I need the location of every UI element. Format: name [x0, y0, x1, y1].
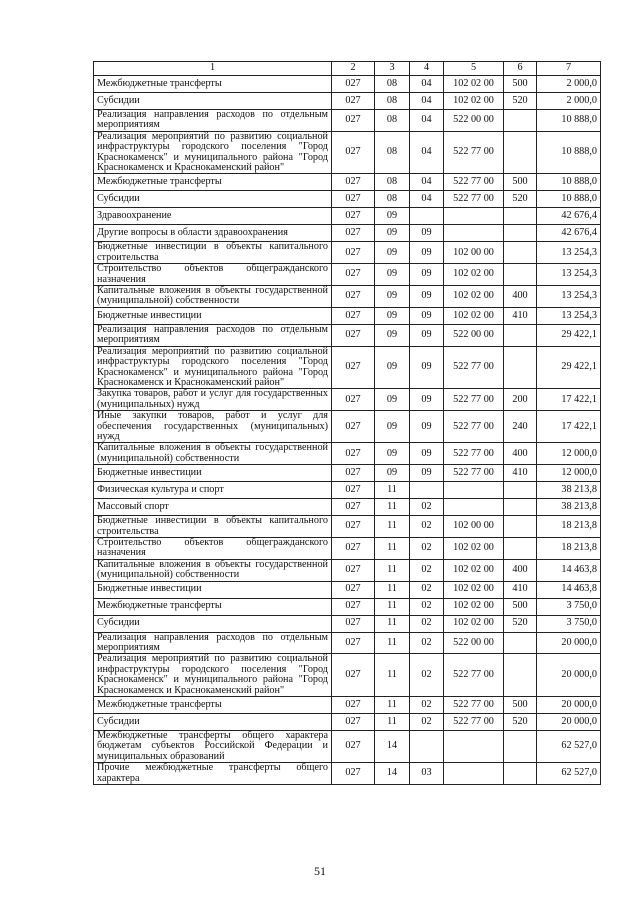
- target-article-code-cell: 522 77 00: [444, 654, 504, 697]
- item-name-cell: Межбюджетные трансферты: [94, 697, 332, 714]
- ministry-code-cell: 027: [332, 763, 375, 785]
- amount-cell: 17 422,1: [537, 411, 601, 443]
- table-row: [94, 632, 601, 654]
- ministry-code-cell: 027: [332, 242, 375, 264]
- subsection-code-cell: 04: [410, 131, 444, 174]
- item-name-cell: Субсидии: [94, 615, 332, 632]
- expense-type-code-cell: [504, 264, 537, 286]
- ministry-code-cell: 027: [332, 499, 375, 516]
- section-code-cell: 11: [375, 581, 410, 598]
- amount-cell: 62 527,0: [537, 763, 601, 785]
- column-header: 2: [332, 62, 375, 76]
- subsection-code-cell: 09: [410, 389, 444, 411]
- section-code-cell: 11: [375, 632, 410, 654]
- section-code-cell: 11: [375, 654, 410, 697]
- amount-cell: 3 750,0: [537, 598, 601, 615]
- target-article-code-cell: 522 77 00: [444, 697, 504, 714]
- table-row: [94, 324, 601, 346]
- section-code-cell: 08: [375, 131, 410, 174]
- subsection-code-cell: 02: [410, 654, 444, 697]
- item-name-cell: Капитальные вложения в объекты государственной (муниципальной) собственности: [94, 559, 332, 581]
- section-code-cell: 09: [375, 307, 410, 324]
- target-article-code-cell: 102 02 00: [444, 76, 504, 93]
- expense-type-code-cell: 500: [504, 174, 537, 191]
- ministry-code-cell: 027: [332, 286, 375, 308]
- column-header: 3: [375, 62, 410, 76]
- table-row: [94, 264, 601, 286]
- ministry-code-cell: 027: [332, 615, 375, 632]
- item-name-cell: Межбюджетные трансферты: [94, 598, 332, 615]
- amount-cell: 18 213,8: [537, 516, 601, 538]
- amount-cell: 29 422,1: [537, 324, 601, 346]
- ministry-code-cell: 027: [332, 697, 375, 714]
- ministry-code-cell: 027: [332, 208, 375, 225]
- table-row: [94, 482, 601, 499]
- table-row: [94, 499, 601, 516]
- item-name-cell: Бюджетные инвестиции: [94, 307, 332, 324]
- target-article-code-cell: [444, 482, 504, 499]
- target-article-code-cell: 102 02 00: [444, 537, 504, 559]
- subsection-code-cell: 02: [410, 559, 444, 581]
- section-code-cell: 08: [375, 110, 410, 132]
- section-code-cell: 11: [375, 516, 410, 538]
- target-article-code-cell: [444, 499, 504, 516]
- ministry-code-cell: 027: [332, 443, 375, 465]
- expense-type-code-cell: 410: [504, 465, 537, 482]
- table-row: [94, 654, 601, 697]
- page-number: 51: [314, 864, 326, 878]
- expense-type-code-cell: [504, 482, 537, 499]
- item-name-cell: Прочие межбюджетные трансферты общего характера: [94, 763, 332, 785]
- target-article-code-cell: 522 77 00: [444, 411, 504, 443]
- ministry-code-cell: 027: [332, 731, 375, 763]
- section-code-cell: 09: [375, 225, 410, 242]
- section-code-cell: 09: [375, 324, 410, 346]
- expense-type-code-cell: [504, 242, 537, 264]
- amount-cell: 2 000,0: [537, 76, 601, 93]
- target-article-code-cell: [444, 763, 504, 785]
- table-row: [94, 174, 601, 191]
- section-code-cell: 11: [375, 499, 410, 516]
- subsection-code-cell: 02: [410, 537, 444, 559]
- subsection-code-cell: 09: [410, 443, 444, 465]
- item-name-cell: Реализация направления расходов по отдельным мероприятиям: [94, 110, 332, 132]
- item-name-cell: Другие вопросы в области здравоохранения: [94, 225, 332, 242]
- table-row: [94, 697, 601, 714]
- expense-type-code-cell: 410: [504, 581, 537, 598]
- amount-cell: 42 676,4: [537, 208, 601, 225]
- target-article-code-cell: 522 77 00: [444, 191, 504, 208]
- ministry-code-cell: 027: [332, 76, 375, 93]
- section-code-cell: 09: [375, 286, 410, 308]
- subsection-code-cell: 09: [410, 264, 444, 286]
- item-name-cell: Межбюджетные трансферты общего характера бюджетам субъектов Российской Федерации и муниципальных образований: [94, 731, 332, 763]
- amount-cell: 14 463,8: [537, 581, 601, 598]
- column-header: 7: [537, 62, 601, 76]
- expense-type-code-cell: [504, 110, 537, 132]
- table-row: [94, 307, 601, 324]
- ministry-code-cell: 027: [332, 411, 375, 443]
- table-row: [94, 615, 601, 632]
- target-article-code-cell: 522 00 00: [444, 324, 504, 346]
- expense-type-code-cell: 200: [504, 389, 537, 411]
- table-row: [94, 465, 601, 482]
- header-row: [94, 62, 601, 76]
- expense-type-code-cell: 520: [504, 191, 537, 208]
- table-row: [94, 76, 601, 93]
- ministry-code-cell: 027: [332, 264, 375, 286]
- expense-type-code-cell: 400: [504, 443, 537, 465]
- section-code-cell: 14: [375, 763, 410, 785]
- ministry-code-cell: 027: [332, 537, 375, 559]
- subsection-code-cell: 09: [410, 286, 444, 308]
- subsection-code-cell: 04: [410, 110, 444, 132]
- expense-type-code-cell: 500: [504, 598, 537, 615]
- table-row: [94, 443, 601, 465]
- item-name-cell: Субсидии: [94, 93, 332, 110]
- item-name-cell: Бюджетные инвестиции: [94, 581, 332, 598]
- ministry-code-cell: 027: [332, 632, 375, 654]
- subsection-code-cell: 03: [410, 763, 444, 785]
- table-body: [94, 62, 601, 785]
- target-article-code-cell: 102 02 00: [444, 286, 504, 308]
- section-code-cell: 11: [375, 559, 410, 581]
- ministry-code-cell: 027: [332, 516, 375, 538]
- section-code-cell: 09: [375, 264, 410, 286]
- section-code-cell: 09: [375, 411, 410, 443]
- item-name-cell: Физическая культура и спорт: [94, 482, 332, 499]
- ministry-code-cell: 027: [332, 559, 375, 581]
- column-header: 4: [410, 62, 444, 76]
- expense-type-code-cell: [504, 537, 537, 559]
- ministry-code-cell: 027: [332, 93, 375, 110]
- expense-type-code-cell: 500: [504, 76, 537, 93]
- ministry-code-cell: 027: [332, 598, 375, 615]
- target-article-code-cell: 102 00 00: [444, 516, 504, 538]
- expense-type-code-cell: 500: [504, 697, 537, 714]
- expense-type-code-cell: [504, 324, 537, 346]
- subsection-code-cell: 02: [410, 581, 444, 598]
- column-header: 1: [94, 62, 332, 76]
- amount-cell: 13 254,3: [537, 286, 601, 308]
- amount-cell: 20 000,0: [537, 714, 601, 731]
- section-code-cell: 14: [375, 731, 410, 763]
- table-row: [94, 411, 601, 443]
- ministry-code-cell: 027: [332, 714, 375, 731]
- expense-type-code-cell: 520: [504, 93, 537, 110]
- item-name-cell: Здравоохранение: [94, 208, 332, 225]
- item-name-cell: Капитальные вложения в объекты государственной (муниципальной) собственности: [94, 286, 332, 308]
- item-name-cell: Иные закупки товаров, работ и услуг для обеспечения государственных (муниципальных) нужд: [94, 411, 332, 443]
- section-code-cell: 09: [375, 389, 410, 411]
- section-code-cell: 09: [375, 242, 410, 264]
- subsection-code-cell: 09: [410, 346, 444, 389]
- subsection-code-cell: 09: [410, 411, 444, 443]
- target-article-code-cell: 102 02 00: [444, 93, 504, 110]
- amount-cell: 18 213,8: [537, 537, 601, 559]
- amount-cell: 14 463,8: [537, 559, 601, 581]
- amount-cell: 2 000,0: [537, 93, 601, 110]
- amount-cell: 42 676,4: [537, 225, 601, 242]
- budget-table: [93, 61, 601, 785]
- amount-cell: 12 000,0: [537, 465, 601, 482]
- section-code-cell: 08: [375, 191, 410, 208]
- expense-type-code-cell: [504, 516, 537, 538]
- table-row: [94, 225, 601, 242]
- ministry-code-cell: 027: [332, 131, 375, 174]
- ministry-code-cell: 027: [332, 191, 375, 208]
- table-row: [94, 516, 601, 538]
- ministry-code-cell: 027: [332, 324, 375, 346]
- table-row: [94, 537, 601, 559]
- item-name-cell: Бюджетные инвестиции в объекты капитального строительства: [94, 242, 332, 264]
- subsection-code-cell: [410, 731, 444, 763]
- amount-cell: 10 888,0: [537, 191, 601, 208]
- expense-type-code-cell: [504, 499, 537, 516]
- target-article-code-cell: 522 77 00: [444, 443, 504, 465]
- section-code-cell: 09: [375, 208, 410, 225]
- ministry-code-cell: 027: [332, 389, 375, 411]
- item-name-cell: Субсидии: [94, 714, 332, 731]
- amount-cell: 20 000,0: [537, 632, 601, 654]
- section-code-cell: 11: [375, 482, 410, 499]
- item-name-cell: Реализация мероприятий по развитию социальной инфраструктуры городского поселения "Город Краснокаменск" и муниципального района "Город Краснокаменск и Краснокаменский район": [94, 131, 332, 174]
- ministry-code-cell: 027: [332, 307, 375, 324]
- amount-cell: 12 000,0: [537, 443, 601, 465]
- item-name-cell: Межбюджетные трансферты: [94, 174, 332, 191]
- expense-type-code-cell: 400: [504, 559, 537, 581]
- table-row: [94, 731, 601, 763]
- item-name-cell: Строительство объектов общегражданского назначения: [94, 264, 332, 286]
- amount-cell: 13 254,3: [537, 264, 601, 286]
- amount-cell: 38 213,8: [537, 499, 601, 516]
- target-article-code-cell: 522 00 00: [444, 110, 504, 132]
- subsection-code-cell: [410, 482, 444, 499]
- amount-cell: 10 888,0: [537, 174, 601, 191]
- table-row: [94, 581, 601, 598]
- subsection-code-cell: 02: [410, 499, 444, 516]
- subsection-code-cell: 04: [410, 174, 444, 191]
- ministry-code-cell: 027: [332, 174, 375, 191]
- item-name-cell: Реализация направления расходов по отдельным мероприятиям: [94, 324, 332, 346]
- section-code-cell: 11: [375, 537, 410, 559]
- section-code-cell: 09: [375, 443, 410, 465]
- item-name-cell: Бюджетные инвестиции в объекты капитального строительства: [94, 516, 332, 538]
- subsection-code-cell: 09: [410, 242, 444, 264]
- table-row: [94, 93, 601, 110]
- subsection-code-cell: 02: [410, 516, 444, 538]
- section-code-cell: 11: [375, 714, 410, 731]
- expense-type-code-cell: [504, 225, 537, 242]
- subsection-code-cell: 09: [410, 225, 444, 242]
- subsection-code-cell: [410, 208, 444, 225]
- amount-cell: 13 254,3: [537, 307, 601, 324]
- expense-type-code-cell: 240: [504, 411, 537, 443]
- section-code-cell: 08: [375, 174, 410, 191]
- ministry-code-cell: 027: [332, 465, 375, 482]
- table-row: [94, 208, 601, 225]
- amount-cell: 29 422,1: [537, 346, 601, 389]
- amount-cell: 10 888,0: [537, 131, 601, 174]
- amount-cell: 62 527,0: [537, 731, 601, 763]
- target-article-code-cell: 102 02 00: [444, 598, 504, 615]
- target-article-code-cell: 522 77 00: [444, 714, 504, 731]
- item-name-cell: Массовый спорт: [94, 499, 332, 516]
- amount-cell: 38 213,8: [537, 482, 601, 499]
- item-name-cell: Субсидии: [94, 191, 332, 208]
- target-article-code-cell: 102 02 00: [444, 615, 504, 632]
- target-article-code-cell: 102 02 00: [444, 264, 504, 286]
- target-article-code-cell: 522 77 00: [444, 465, 504, 482]
- expense-type-code-cell: 520: [504, 714, 537, 731]
- subsection-code-cell: 02: [410, 714, 444, 731]
- target-article-code-cell: [444, 225, 504, 242]
- subsection-code-cell: 02: [410, 615, 444, 632]
- subsection-code-cell: 02: [410, 598, 444, 615]
- table-row: [94, 191, 601, 208]
- target-article-code-cell: 102 02 00: [444, 581, 504, 598]
- ministry-code-cell: 027: [332, 110, 375, 132]
- target-article-code-cell: 522 77 00: [444, 131, 504, 174]
- table-row: [94, 559, 601, 581]
- amount-cell: 3 750,0: [537, 615, 601, 632]
- target-article-code-cell: 522 77 00: [444, 174, 504, 191]
- section-code-cell: 09: [375, 465, 410, 482]
- ministry-code-cell: 027: [332, 654, 375, 697]
- expense-type-code-cell: 520: [504, 615, 537, 632]
- section-code-cell: 11: [375, 697, 410, 714]
- target-article-code-cell: 522 00 00: [444, 632, 504, 654]
- subsection-code-cell: 04: [410, 93, 444, 110]
- ministry-code-cell: 027: [332, 581, 375, 598]
- section-code-cell: 08: [375, 76, 410, 93]
- table-row: [94, 714, 601, 731]
- target-article-code-cell: [444, 731, 504, 763]
- table-row: [94, 242, 601, 264]
- section-code-cell: 11: [375, 615, 410, 632]
- ministry-code-cell: 027: [332, 225, 375, 242]
- column-header: 6: [504, 62, 537, 76]
- section-code-cell: 11: [375, 598, 410, 615]
- amount-cell: 13 254,3: [537, 242, 601, 264]
- subsection-code-cell: 09: [410, 307, 444, 324]
- amount-cell: 17 422,1: [537, 389, 601, 411]
- expense-type-code-cell: [504, 346, 537, 389]
- subsection-code-cell: 09: [410, 465, 444, 482]
- section-code-cell: 08: [375, 93, 410, 110]
- subsection-code-cell: 02: [410, 632, 444, 654]
- table-row: [94, 763, 601, 785]
- table-row: [94, 346, 601, 389]
- amount-cell: 10 888,0: [537, 110, 601, 132]
- table-row: [94, 131, 601, 174]
- expense-type-code-cell: [504, 763, 537, 785]
- column-header: 5: [444, 62, 504, 76]
- expense-type-code-cell: 400: [504, 286, 537, 308]
- table-row: [94, 389, 601, 411]
- amount-cell: 20 000,0: [537, 654, 601, 697]
- target-article-code-cell: [444, 208, 504, 225]
- target-article-code-cell: 522 77 00: [444, 389, 504, 411]
- ministry-code-cell: 027: [332, 346, 375, 389]
- target-article-code-cell: 102 02 00: [444, 307, 504, 324]
- table-row: [94, 110, 601, 132]
- target-article-code-cell: 102 00 00: [444, 242, 504, 264]
- subsection-code-cell: 04: [410, 191, 444, 208]
- expense-type-code-cell: [504, 131, 537, 174]
- item-name-cell: Строительство объектов общегражданского назначения: [94, 537, 332, 559]
- item-name-cell: Реализация направления расходов по отдельным мероприятиям: [94, 632, 332, 654]
- target-article-code-cell: 522 77 00: [444, 346, 504, 389]
- ministry-code-cell: 027: [332, 482, 375, 499]
- expense-type-code-cell: [504, 654, 537, 697]
- expense-type-code-cell: [504, 208, 537, 225]
- target-article-code-cell: 102 02 00: [444, 559, 504, 581]
- item-name-cell: Реализация мероприятий по развитию социальной инфраструктуры городского поселения "Город Краснокаменск" и муниципального района "Город Краснокаменск и Краснокаменский район": [94, 654, 332, 697]
- item-name-cell: Реализация мероприятий по развитию социальной инфраструктуры городского поселения "Город Краснокаменск" и муниципального района "Город Краснокаменск и Краснокаменский район": [94, 346, 332, 389]
- subsection-code-cell: 02: [410, 697, 444, 714]
- item-name-cell: Закупка товаров, работ и услуг для государственных (муниципальных) нужд: [94, 389, 332, 411]
- expense-type-code-cell: [504, 731, 537, 763]
- item-name-cell: Межбюджетные трансферты: [94, 76, 332, 93]
- subsection-code-cell: 04: [410, 76, 444, 93]
- amount-cell: 20 000,0: [537, 697, 601, 714]
- subsection-code-cell: 09: [410, 324, 444, 346]
- table-row: [94, 598, 601, 615]
- item-name-cell: Капитальные вложения в объекты государственной (муниципальной) собственности: [94, 443, 332, 465]
- table-row: [94, 286, 601, 308]
- expense-type-code-cell: [504, 632, 537, 654]
- section-code-cell: 09: [375, 346, 410, 389]
- expense-type-code-cell: 410: [504, 307, 537, 324]
- item-name-cell: Бюджетные инвестиции: [94, 465, 332, 482]
